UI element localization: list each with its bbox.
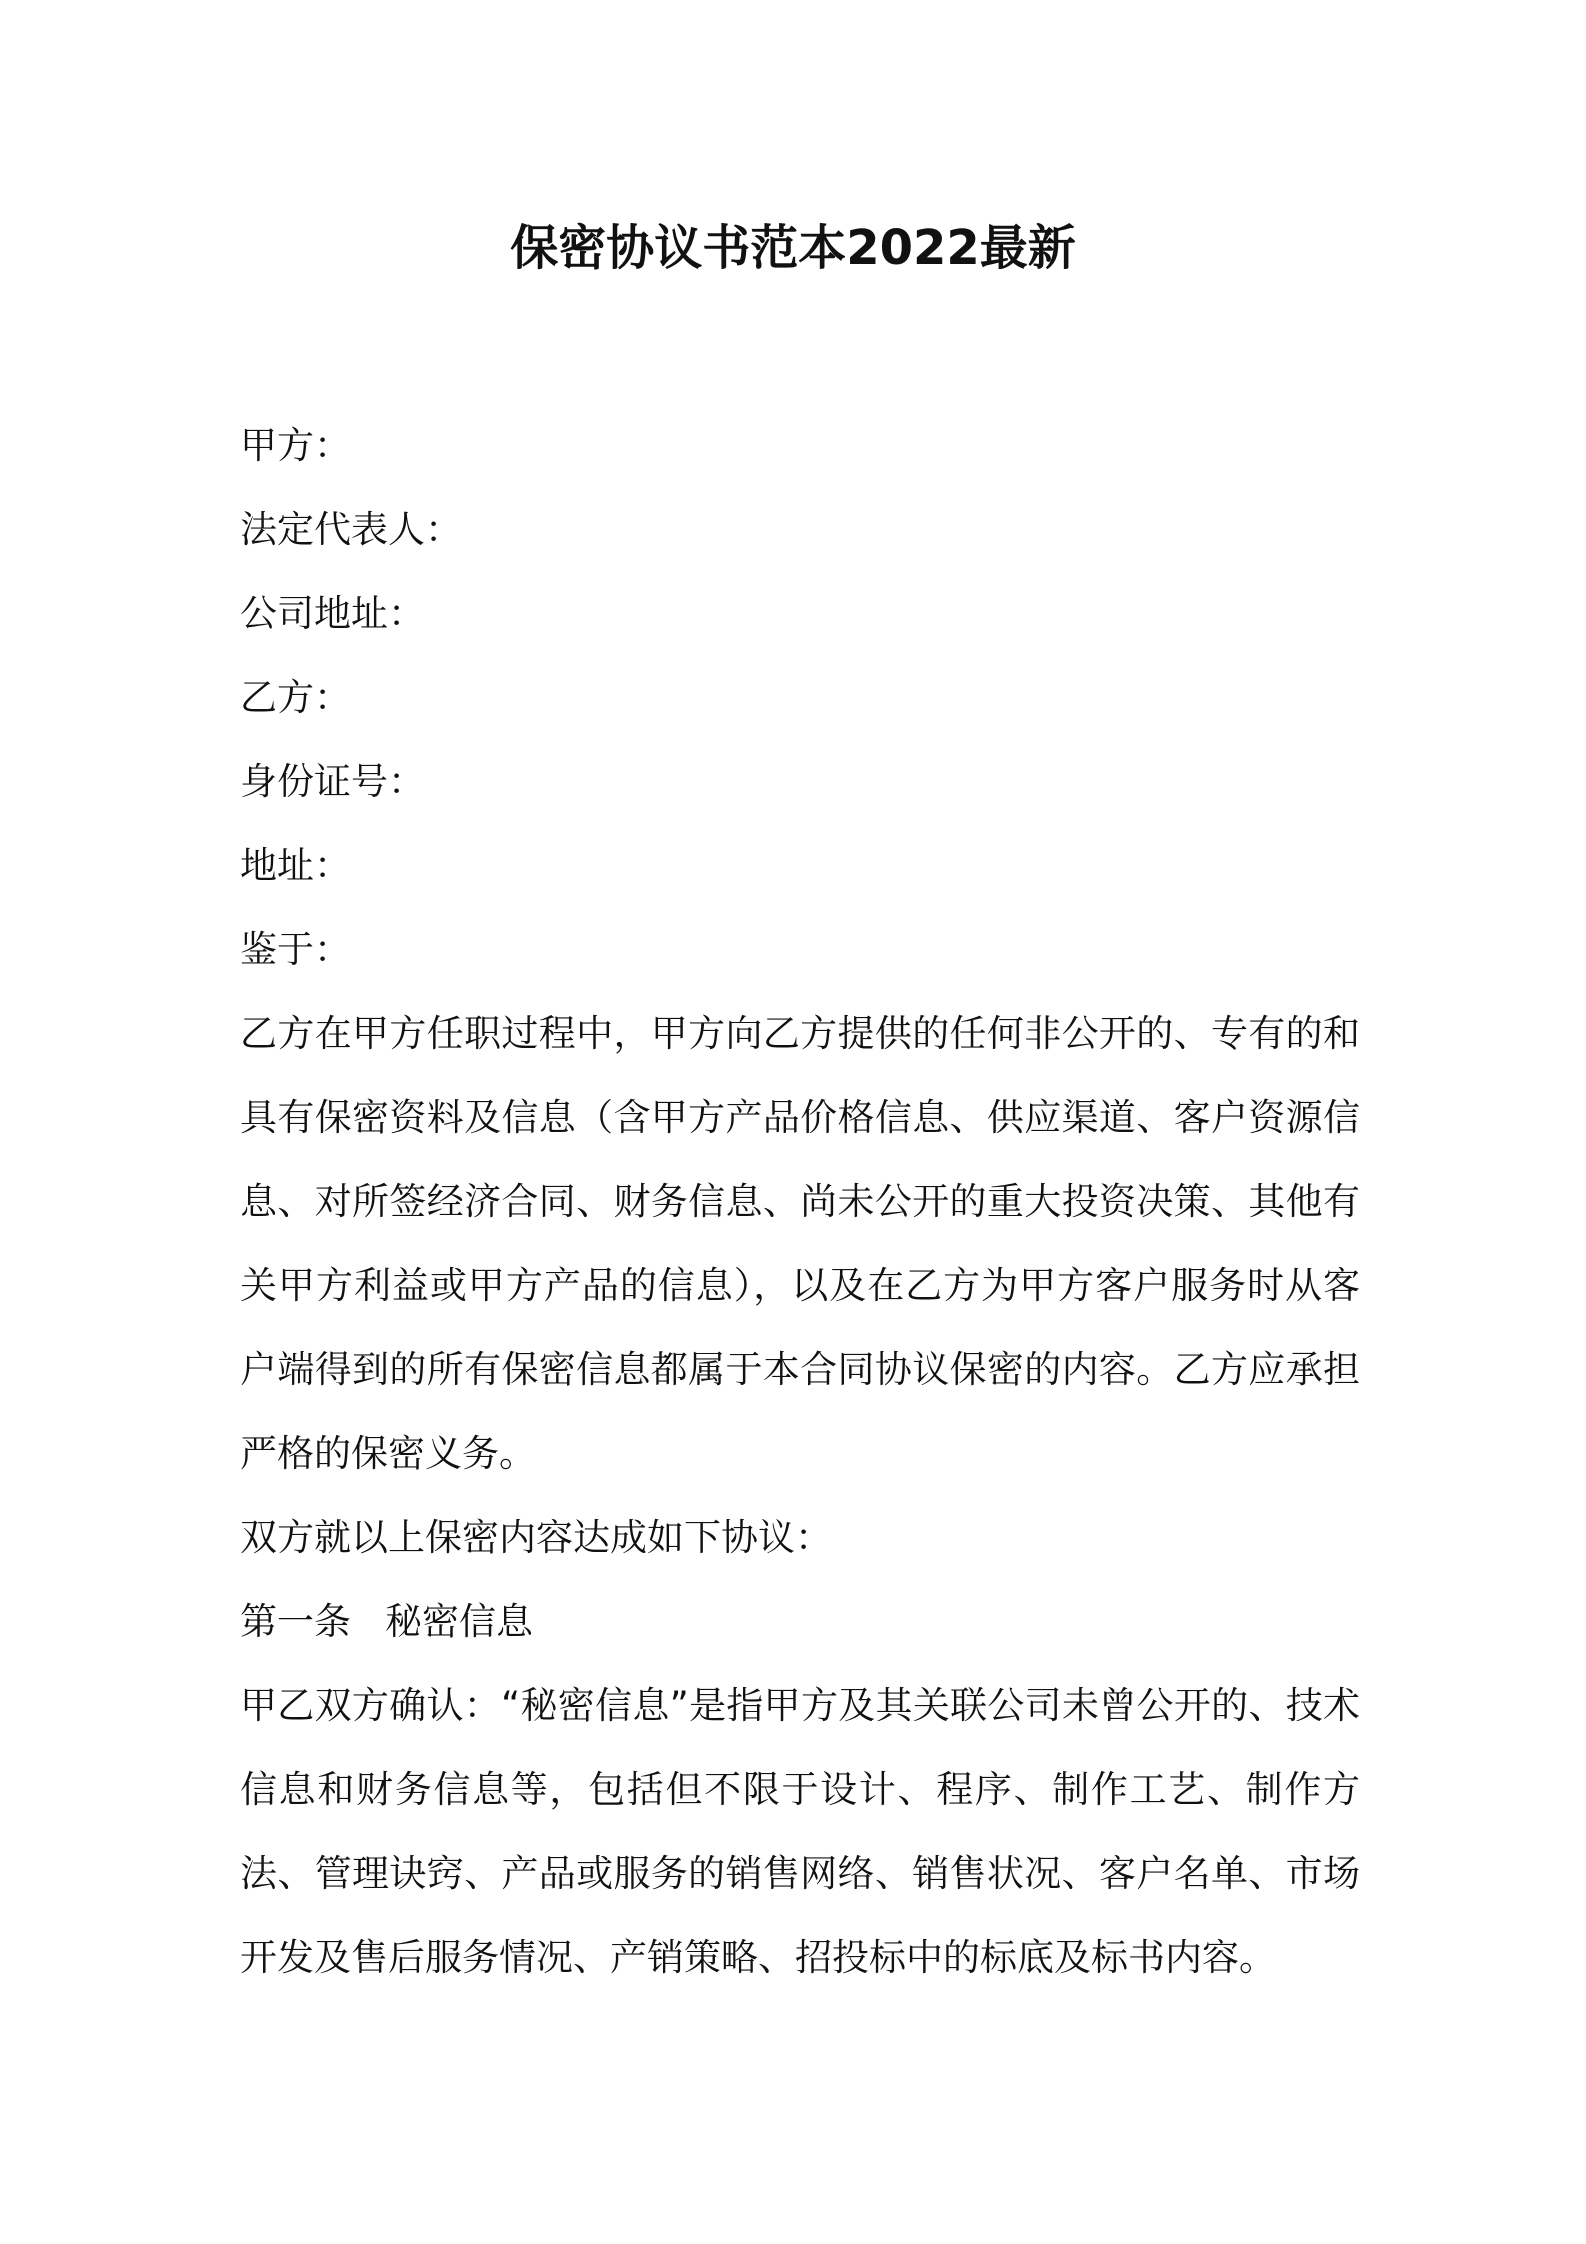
article-1-number: 第一条	[240, 1600, 351, 1643]
document-title: 保密协议书范本2022最新	[510, 220, 1076, 276]
article-1-text: 甲乙双方确认：“秘密信息”是指甲方及其关联公司未曾公开的、技术信息和财务信息等，包括但不限于设计、程序、制作工艺、制作方法、管理诀窍、产品或服务的销售网络、销售状况、客户名单、市场开发及售后服务情况、产销策略、招投标中的标底及标书内容。	[240, 1684, 1360, 1979]
article-1-heading	[240, 1580, 1360, 1664]
field-party-a: 甲方：	[240, 424, 351, 467]
document-body	[240, 404, 1360, 2000]
field-address: 地址：	[240, 844, 351, 887]
field-party-b: 乙方：	[240, 676, 351, 719]
article-1-title: 秘密信息	[385, 1600, 533, 1643]
agreement-intro: 双方就以上保密内容达成如下协议：	[240, 1516, 832, 1559]
field-id-number: 身份证号：	[240, 760, 425, 803]
recital-paragraph: 乙方在甲方任职过程中，甲方向乙方提供的任何非公开的、专有的和具有保密资料及信息（含甲方产品价格信息、供应渠道、客户资源信息、对所签经济合同、财务信息、尚未公开的重大投资决策、其他有关甲方利益或甲方产品的信息），以及在乙方为甲方客户服务时从客户端得到的所有保密信息都属于本合同协议保密的内容。乙方应承担严格的保密义务。	[240, 1012, 1360, 1475]
field-legal-representative: 法定代表人：	[240, 508, 462, 551]
field-whereas: 鉴于：	[240, 928, 351, 971]
field-company-address: 公司地址：	[240, 592, 425, 635]
